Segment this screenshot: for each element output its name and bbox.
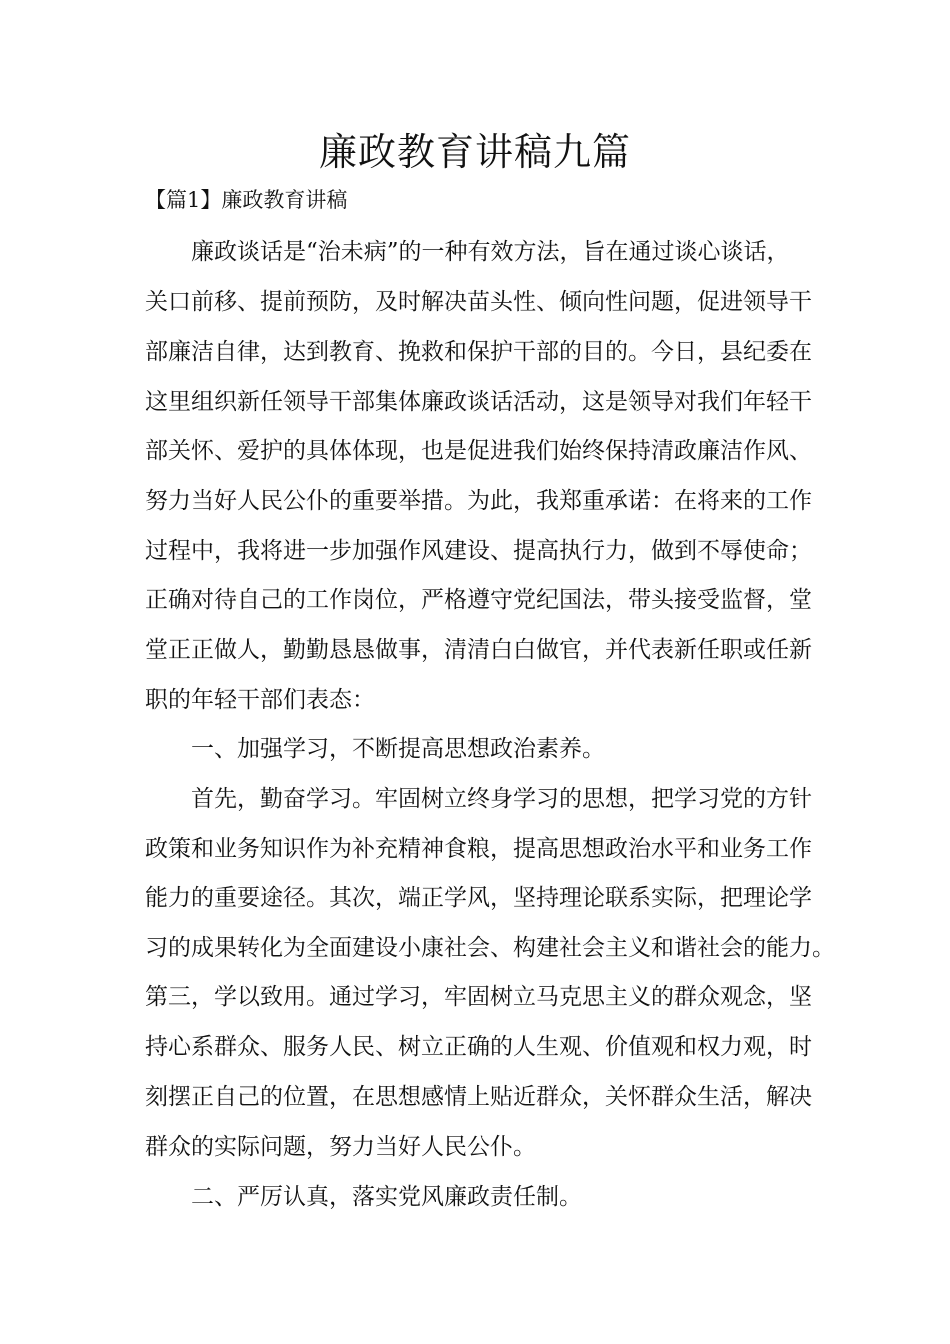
- body-line: 第三，学以致用。通过学习，牢固树立马克思主义的群众观念，坚: [145, 984, 812, 1010]
- body-line: 政策和业务知识作为补充精神食粮，提高思想政治水平和业务工作: [145, 836, 812, 862]
- body-line: 正确对待自己的工作岗位，严格遵守党纪国法，带头接受监督，堂: [145, 587, 812, 613]
- document-title: 廉政教育讲稿九篇: [318, 130, 631, 174]
- body-line: 部廉洁自律，达到教育、挽救和保护干部的目的。今日，县纪委在: [145, 339, 812, 365]
- body-line: 过程中，我将进一步加强作风建设、提高执行力，做到不辱使命；: [145, 538, 812, 564]
- body-line: 努力当好人民公仆的重要举措。为此，我郑重承诺：在将来的工作: [145, 488, 812, 514]
- subsection-heading: 二、严厉认真，落实党风廉政责任制。: [145, 1184, 582, 1210]
- section-heading: 【篇1】廉政教育讲稿: [145, 188, 348, 212]
- subsection-heading: 一、加强学习，不断提高思想政治素养。: [145, 736, 605, 762]
- body-line: 刻摆正自己的位置，在思想感情上贴近群众，关怀群众生活，解决: [145, 1084, 812, 1110]
- body-line: 部关怀、爱护的具体体现，也是促进我们始终保持清政廉洁作风、: [145, 438, 812, 464]
- body-line: 能力的重要途径。其次，端正学风，坚持理论联系实际，把理论学: [145, 885, 812, 911]
- body-line: 廉政谈话是“治未病”的一种有效方法，旨在通过谈心谈话，: [145, 239, 790, 265]
- body-line: 习的成果转化为全面建设小康社会、构建社会主义和谐社会的能力。: [145, 935, 835, 961]
- body-line: 关口前移、提前预防，及时解决苗头性、倾向性问题，促进领导干: [145, 289, 812, 315]
- body-line: 职的年轻干部们表态：: [145, 687, 375, 713]
- body-line: 首先，勤奋学习。牢固树立终身学习的思想，把学习党的方针: [145, 786, 812, 812]
- body-line: 持心系群众、服务人民、树立正确的人生观、价值观和权力观，时: [145, 1034, 812, 1060]
- body-line: 这里组织新任领导干部集体廉政谈话活动，这是领导对我们年轻干: [145, 389, 812, 415]
- body-line: 群众的实际问题，努力当好人民公仆。: [145, 1134, 536, 1160]
- body-line: 堂正正做人，勤勤恳恳做事，清清白白做官，并代表新任职或任新: [145, 637, 812, 663]
